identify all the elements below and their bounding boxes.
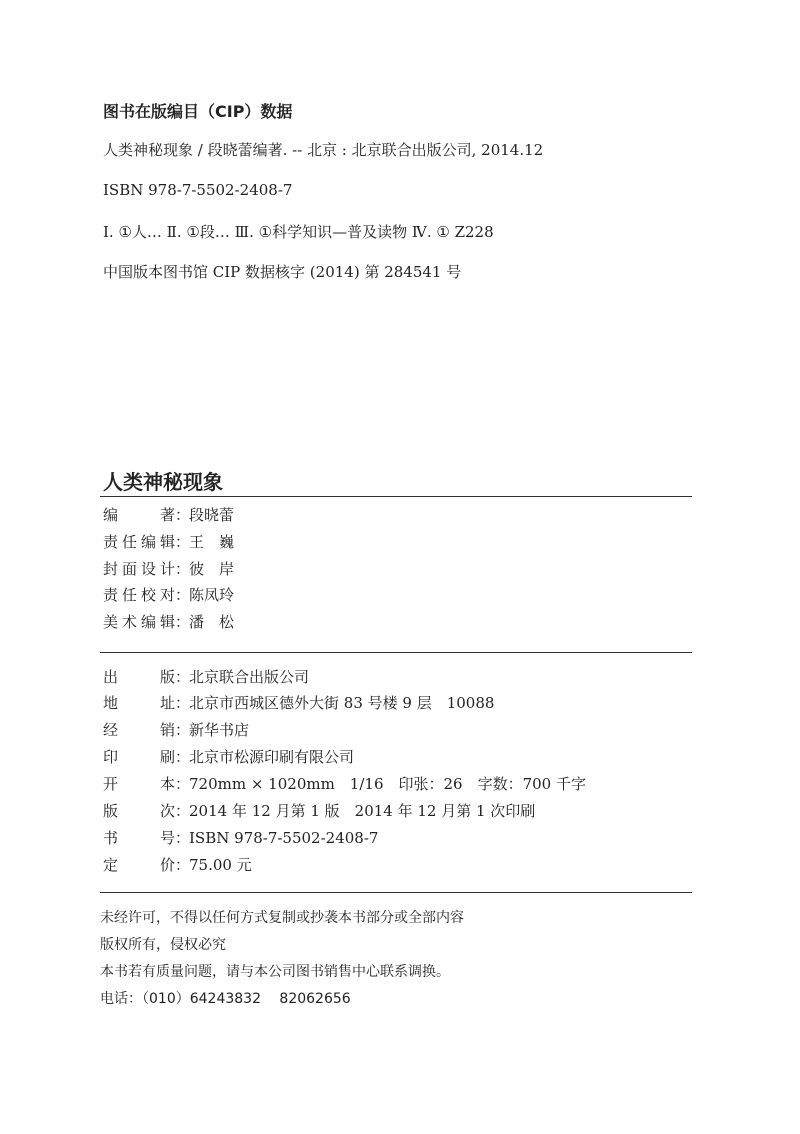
divider: [100, 496, 692, 497]
colon: ：: [175, 613, 191, 631]
credit-row: [103, 584, 234, 605]
credit-label: 编著: [103, 506, 175, 524]
divider: [100, 652, 692, 653]
publication-value: 2014 年 12 月第 1 版 2014 年 12 月第 1 次印刷: [189, 802, 536, 820]
credit-label: 责任校对: [103, 586, 175, 604]
colon: ：: [175, 802, 191, 820]
cip-line-classification: Ⅰ. ①人… Ⅱ. ①段… Ⅲ. ①科学知识—普及读物 Ⅳ. ① Z228: [103, 223, 494, 241]
cip-line-record: 中国版本图书馆 CIP 数据核字 (2014) 第 284541 号: [103, 263, 462, 281]
publication-value: 75.00 元: [189, 856, 252, 874]
publication-row: [103, 827, 378, 848]
notice-line: 版权所有，侵权必究: [100, 937, 226, 953]
publication-row: [103, 854, 252, 875]
phone-line: 电话：（010）64243832 82062656: [100, 991, 351, 1007]
publication-row: [103, 746, 354, 767]
publication-row: [103, 800, 535, 821]
publication-value: 北京联合出版公司: [189, 668, 310, 686]
credit-value: 陈凤玲: [189, 586, 235, 604]
colon: ：: [175, 721, 191, 739]
publication-label: 地址: [103, 694, 175, 712]
publication-value: 720mm × 1020mm 1/16 印张：26 字数：700 千字: [189, 775, 586, 793]
credit-row: [103, 558, 234, 579]
colon: ：: [175, 829, 191, 847]
publication-row: [103, 773, 586, 794]
publication-label: 印刷: [103, 748, 175, 766]
colon: ：: [175, 560, 191, 578]
publication-label: 开本: [103, 775, 175, 793]
publication-row: [103, 666, 309, 687]
cip-heading: 图书在版编目（CIP）数据: [103, 102, 293, 121]
credit-row: [103, 611, 234, 632]
cip-line-title: 人类神秘现象 / 段晓蕾编著. -- 北京 : 北京联合出版公司, 2014.12: [103, 141, 544, 159]
colon: ：: [175, 506, 191, 524]
colon: ：: [175, 856, 191, 874]
publication-label: 版次: [103, 802, 175, 820]
credit-value: 王 巍: [189, 533, 235, 551]
publication-row: [103, 692, 494, 713]
colon: ：: [175, 775, 191, 793]
colon: ：: [175, 533, 191, 551]
publication-row: [103, 719, 249, 740]
publication-label: 出版: [103, 668, 175, 686]
colon: ：: [175, 586, 191, 604]
credit-label: 责任编辑: [103, 533, 175, 551]
credit-row: [103, 531, 234, 552]
notice-line: 未经许可，不得以任何方式复制或抄袭本书部分或全部内容: [100, 910, 464, 926]
credit-label: 封面设计: [103, 560, 175, 578]
divider: [100, 892, 692, 893]
publication-value: ISBN 978-7-5502-2408-7: [189, 829, 379, 847]
notice-line: 本书若有质量问题，请与本公司图书销售中心联系调换。: [100, 964, 450, 980]
colon: ：: [175, 748, 191, 766]
credit-value: 彼 岸: [189, 560, 235, 578]
credit-label: 美术编辑: [103, 613, 175, 631]
publication-label: 经销: [103, 721, 175, 739]
credit-value: 段晓蕾: [189, 506, 235, 524]
publication-value: 新华书店: [189, 721, 250, 739]
publication-label: 书号: [103, 829, 175, 847]
publication-value: 北京市西城区德外大街 83 号楼 9 层 10088: [189, 694, 495, 712]
credit-value: 潘 松: [189, 613, 235, 631]
colon: ：: [175, 694, 191, 712]
credit-row: [103, 504, 234, 525]
publication-label: 定价: [103, 856, 175, 874]
publication-value: 北京市松源印刷有限公司: [189, 748, 355, 766]
book-title: 人类神秘现象: [103, 470, 223, 494]
colon: ：: [175, 668, 191, 686]
cip-line-isbn: ISBN 978-7-5502-2408-7: [103, 181, 293, 199]
